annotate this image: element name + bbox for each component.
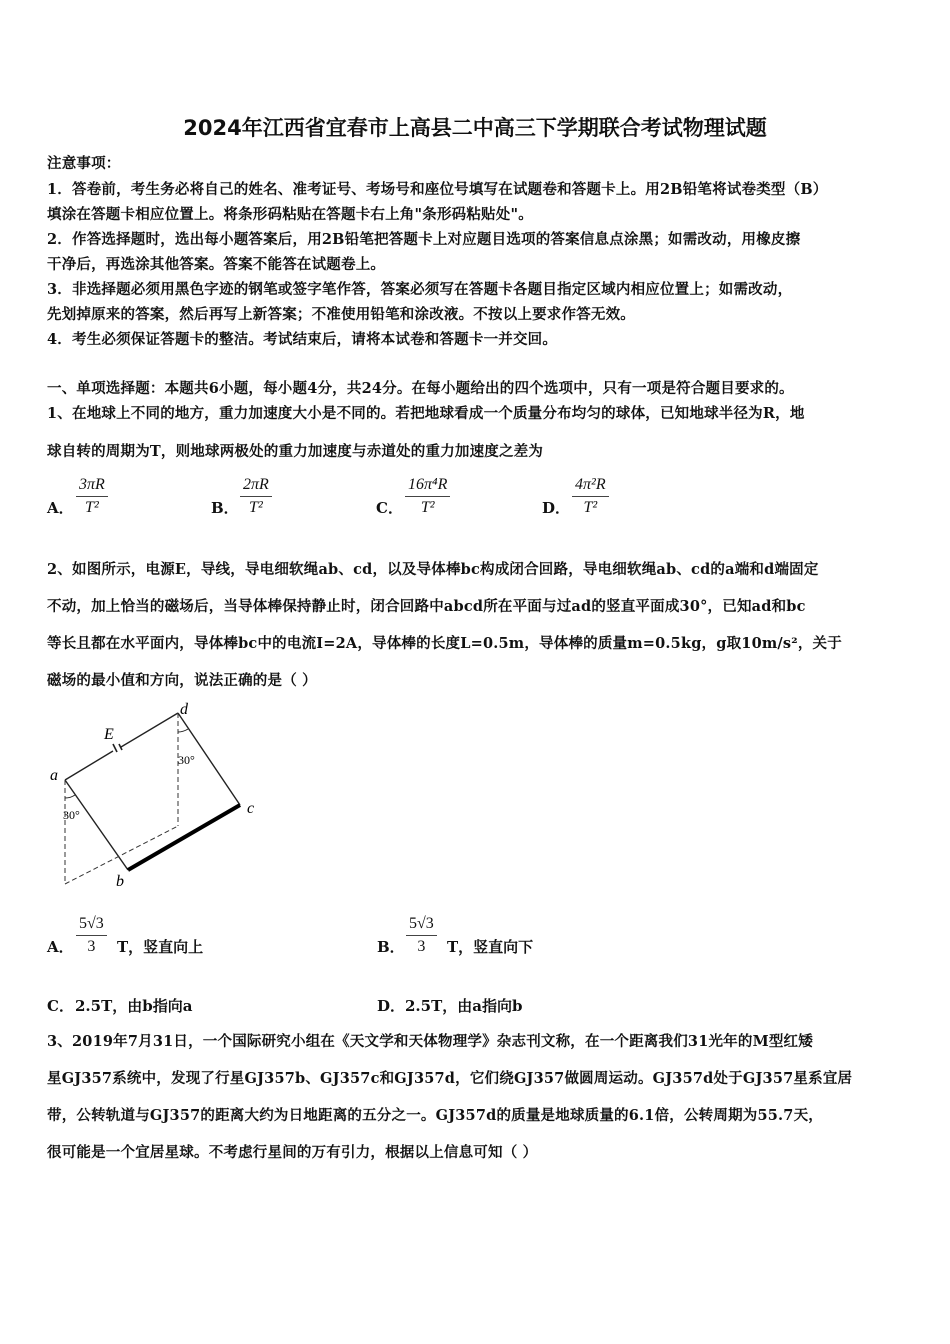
q1-option-a-fraction bbox=[76, 474, 108, 519]
fraction-denominator: 3 bbox=[87, 938, 96, 955]
wire-a-e bbox=[65, 751, 113, 780]
q1-option-c-fraction bbox=[405, 474, 450, 519]
label-angle-d: 30° bbox=[178, 753, 195, 767]
question-2-text: 不动，加上恰当的磁场后，当导体棒保持静止时，闭合回路中abcd所在平面与过ad的竖直平面成30°，已知ad和bc bbox=[47, 598, 806, 615]
section-heading: 一、单项选择题：本题共6小题，每小题4分，共24分。在每小题给出的四个选项中，只有一项是符合题目要求的。 bbox=[47, 380, 794, 397]
fraction-numerator: 2πR bbox=[240, 474, 272, 497]
q2-option-d-text: 2.5T，由a指向b bbox=[405, 997, 523, 1015]
question-2-text: 2、如图所示，电源E，导线，导电细软绳ab、cd，以及导体棒bc构成闭合回路，导电细软绳ab、cd的a端和d端固定 bbox=[47, 561, 819, 578]
angle-arc-a bbox=[65, 795, 75, 798]
angle-arc-d bbox=[178, 729, 188, 732]
q2-option-b-fraction bbox=[406, 913, 437, 958]
label-angle-a: 30° bbox=[63, 808, 80, 822]
q2-option-a-label: A． bbox=[47, 938, 74, 956]
wire-e-d bbox=[121, 713, 178, 747]
q2-option-b-label: B． bbox=[377, 938, 405, 956]
q1-option-b-label: B． bbox=[211, 499, 239, 517]
fraction-numerator: 16π⁴R bbox=[405, 474, 450, 497]
q1-option-a-label: A． bbox=[47, 499, 74, 517]
q2-option-a-fraction bbox=[76, 913, 107, 958]
label-E: E bbox=[104, 726, 114, 743]
question-3-text: 星GJ357系统中，发现了行星GJ357b、GJ357c和GJ357d，它们绕GJ357做圆周运动。GJ357d处于GJ357星系宜居 bbox=[47, 1070, 853, 1087]
fraction-denominator: T² bbox=[420, 499, 435, 516]
q2-option-a-text: T，竖直向上 bbox=[117, 938, 204, 956]
notice-heading: 注意事项： bbox=[47, 155, 121, 172]
question-3-text: 很可能是一个宜居星球。不考虑行星间的万有引力，根据以上信息可知（ ） bbox=[47, 1144, 538, 1161]
circuit-diagram bbox=[40, 698, 270, 893]
question-1-text: 1、在地球上不同的地方，重力加速度大小是不同的。若把地球看成一个质量分布均匀的球体，已知地球半径为R，地 bbox=[47, 405, 805, 422]
q2-option-b-text: T，竖直向下 bbox=[447, 938, 534, 956]
notice-line: 干净后，再选涂其他答案。答案不能答在试题卷上。 bbox=[47, 256, 386, 273]
fraction-denominator: 3 bbox=[417, 938, 426, 955]
notice-line: 3．非选择题必须用黑色字迹的钢笔或签字笔作答，答案必须写在答题卡各题目指定区域内相应位置上；如需改动， bbox=[47, 281, 793, 298]
notice-line: 2．作答选择题时，选出每小题答案后，用2B铅笔把答题卡上对应题目选项的答案信息点涂黑；如需改动，用橡皮擦 bbox=[47, 231, 801, 248]
question-2-text: 等长且都在水平面内，导体棒bc中的电流I=2A，导体棒的长度L=0.5m，导体棒的质量m=0.5kg，g取10m/s²，关于 bbox=[47, 635, 842, 652]
page-title: 2024年江西省宜春市上高县二中高三下学期联合考试物理试题 bbox=[183, 116, 767, 140]
fraction-numerator: 5√3 bbox=[406, 913, 437, 936]
question-2-text: 磁场的最小值和方向，说法正确的是（ ） bbox=[47, 672, 317, 689]
q1-option-d-label: D． bbox=[542, 499, 571, 517]
fraction-denominator: T² bbox=[583, 499, 598, 516]
q2-option-d-label: D． bbox=[377, 997, 406, 1015]
question-1-text: 球自转的周期为T，则地球两极处的重力加速度与赤道处的重力加速度之差为 bbox=[47, 443, 544, 460]
label-d: d bbox=[180, 701, 188, 718]
notice-line: 填涂在答题卡相应位置上。将条形码粘贴在答题卡右上角"条形码粘贴处"。 bbox=[47, 206, 533, 223]
q2-option-c-label: C． bbox=[47, 997, 74, 1015]
fraction-denominator: T² bbox=[249, 499, 263, 516]
conductor-bc bbox=[128, 805, 240, 870]
fraction-numerator: 3πR bbox=[76, 474, 108, 497]
q1-option-d-fraction bbox=[572, 474, 609, 519]
notice-line: 4．考生必须保证答题卡的整洁。考试结束后，请将本试卷和答题卡一并交回。 bbox=[47, 331, 558, 348]
question-3-text: 3、2019年7月31日，一个国际研究小组在《天文学和天体物理学》杂志刊文称，在一个距离我们31光年的M型红矮 bbox=[47, 1033, 813, 1050]
fraction-numerator: 5√3 bbox=[76, 913, 107, 936]
q1-option-c-label: C． bbox=[376, 499, 403, 517]
label-a: a bbox=[50, 767, 58, 784]
battery-plate-long bbox=[113, 744, 117, 752]
fraction-numerator: 4π²R bbox=[572, 474, 609, 497]
notice-line: 1．答卷前，考生务必将自己的姓名、准考证号、考场号和座位号填写在试题卷和答题卡上。用2B铅笔将试卷类型（B） bbox=[47, 181, 828, 198]
label-b: b bbox=[116, 873, 124, 890]
notice-line: 先划掉原来的答案，然后再写上新答案；不准使用铅笔和涂改液。不按以上要求作答无效。 bbox=[47, 306, 635, 323]
q1-option-b-fraction bbox=[240, 474, 272, 519]
question-3-text: 带，公转轨道与GJ357的距离大约为日地距离的五分之一。GJ357d的质量是地球质量的6.1倍，公转周期为55.7天， bbox=[47, 1107, 823, 1124]
label-c: c bbox=[247, 800, 255, 817]
fraction-denominator: T² bbox=[85, 499, 99, 516]
q2-option-c-text: 2.5T，由b指向a bbox=[75, 997, 193, 1015]
